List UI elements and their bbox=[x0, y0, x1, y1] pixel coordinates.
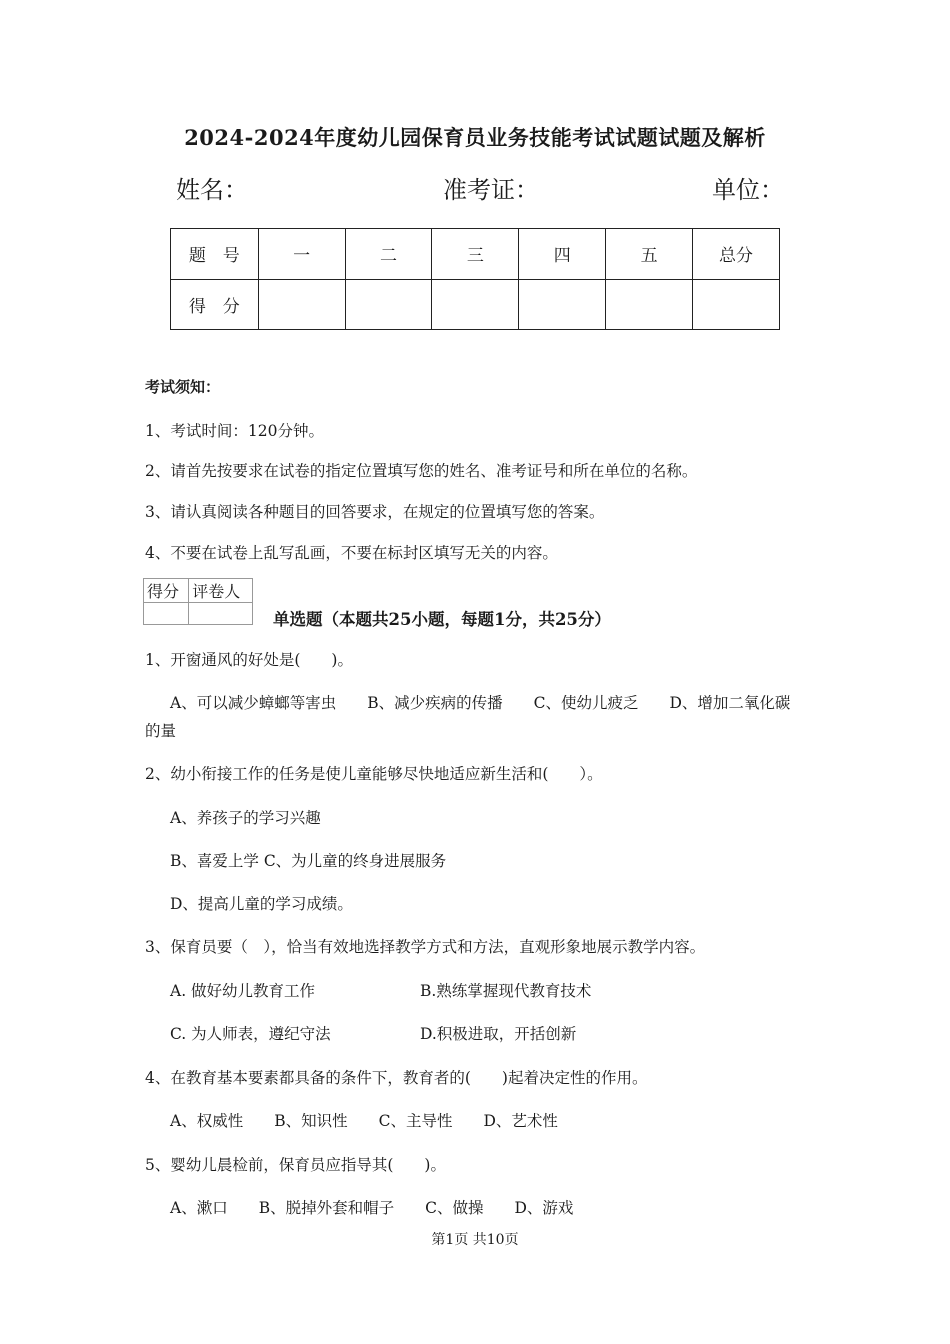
header-cell-1: 一 bbox=[258, 229, 345, 280]
question-3-option-d: D.积极进取，开括创新 bbox=[420, 1025, 577, 1043]
header-cell-total: 总分 bbox=[693, 229, 780, 280]
question-3-stem: 3、保育员要（ ），恰当有效地选择教学方式和方法，直观形象地展示教学内容。 bbox=[145, 938, 706, 956]
grader-box bbox=[143, 578, 253, 625]
header-cell-3: 三 bbox=[432, 229, 519, 280]
score-table-score-row bbox=[171, 279, 780, 330]
page-title: 2024-2024年度幼儿园保育员业务技能考试试题试题及解析 bbox=[184, 125, 766, 150]
notice-item: 1、考试时间：120分钟。 bbox=[145, 422, 324, 440]
question-2-option-d: D、提高儿童的学习成绩。 bbox=[170, 895, 353, 913]
question-4-options: A、权威性 B、知识性 C、主导性 D、艺术性 bbox=[170, 1112, 558, 1130]
notice-item: 2、请首先按要求在试卷的指定位置填写您的姓名、准考证号和所在单位的名称。 bbox=[145, 462, 698, 480]
page-footer: 第1页 共10页 bbox=[431, 1232, 519, 1248]
score-cell[interactable] bbox=[606, 279, 693, 330]
question-5-stem: 5、婴幼儿晨检前，保育员应指导其( )。 bbox=[145, 1156, 446, 1174]
question-1-options: A、可以减少蟑螂等害虫 B、减少疾病的传播 C、使幼儿疲乏 D、增加二氧化碳 bbox=[170, 694, 791, 712]
question-3-option-b: B.熟练掌握现代教育技术 bbox=[420, 982, 592, 1000]
grader-score-cell[interactable] bbox=[144, 603, 189, 625]
score-cell[interactable] bbox=[258, 279, 345, 330]
question-2-option-a: A、养孩子的学习兴趣 bbox=[170, 809, 321, 827]
score-cell-total[interactable] bbox=[693, 279, 780, 330]
question-4-stem: 4、在教育基本要素都具备的条件下，教育者的( )起着决定性的作用。 bbox=[145, 1069, 648, 1087]
question-1-options-cont: 的量 bbox=[145, 722, 177, 740]
notice-item: 3、请认真阅读各种题目的回答要求，在规定的位置填写您的答案。 bbox=[145, 503, 605, 521]
grader-name-cell[interactable] bbox=[189, 603, 253, 625]
exam-number-label: 准考证： bbox=[443, 176, 539, 204]
notice-heading: 考试须知： bbox=[145, 378, 221, 396]
grader-name-label: 评卷人 bbox=[189, 579, 253, 603]
grader-score-label: 得分 bbox=[144, 579, 189, 603]
question-5-options: A、漱口 B、脱掉外套和帽子 C、做操 D、游戏 bbox=[170, 1199, 574, 1217]
notice-item: 4、不要在试卷上乱写乱画，不要在标封区填写无关的内容。 bbox=[145, 544, 558, 562]
score-cell[interactable] bbox=[519, 279, 606, 330]
score-cell[interactable] bbox=[432, 279, 519, 330]
question-2-option-bc: B、喜爱上学 C、为儿童的终身进展服务 bbox=[170, 852, 447, 870]
score-row-label: 得 分 bbox=[171, 279, 259, 330]
question-2-stem: 2、幼小衔接工作的任务是使儿童能够尽快地适应新生活和( ）。 bbox=[145, 765, 603, 783]
name-label: 姓名： bbox=[176, 176, 248, 204]
score-cell[interactable] bbox=[345, 279, 432, 330]
score-table-header-row bbox=[171, 229, 780, 280]
header-cell-2: 二 bbox=[345, 229, 432, 280]
unit-label: 单位： bbox=[712, 176, 784, 204]
section-title: 单选题（本题共25小题，每题1分，共25分） bbox=[273, 610, 611, 629]
header-cell-4: 四 bbox=[519, 229, 606, 280]
header-cell-5: 五 bbox=[606, 229, 693, 280]
question-1-stem: 1、开窗通风的好处是( )。 bbox=[145, 651, 353, 669]
question-3-option-c: C. 为人师表，遵纪守法 bbox=[170, 1025, 331, 1043]
header-cell-label: 题 号 bbox=[171, 229, 259, 280]
score-table bbox=[170, 228, 780, 330]
question-3-option-a: A. 做好幼儿教育工作 bbox=[170, 982, 316, 1000]
